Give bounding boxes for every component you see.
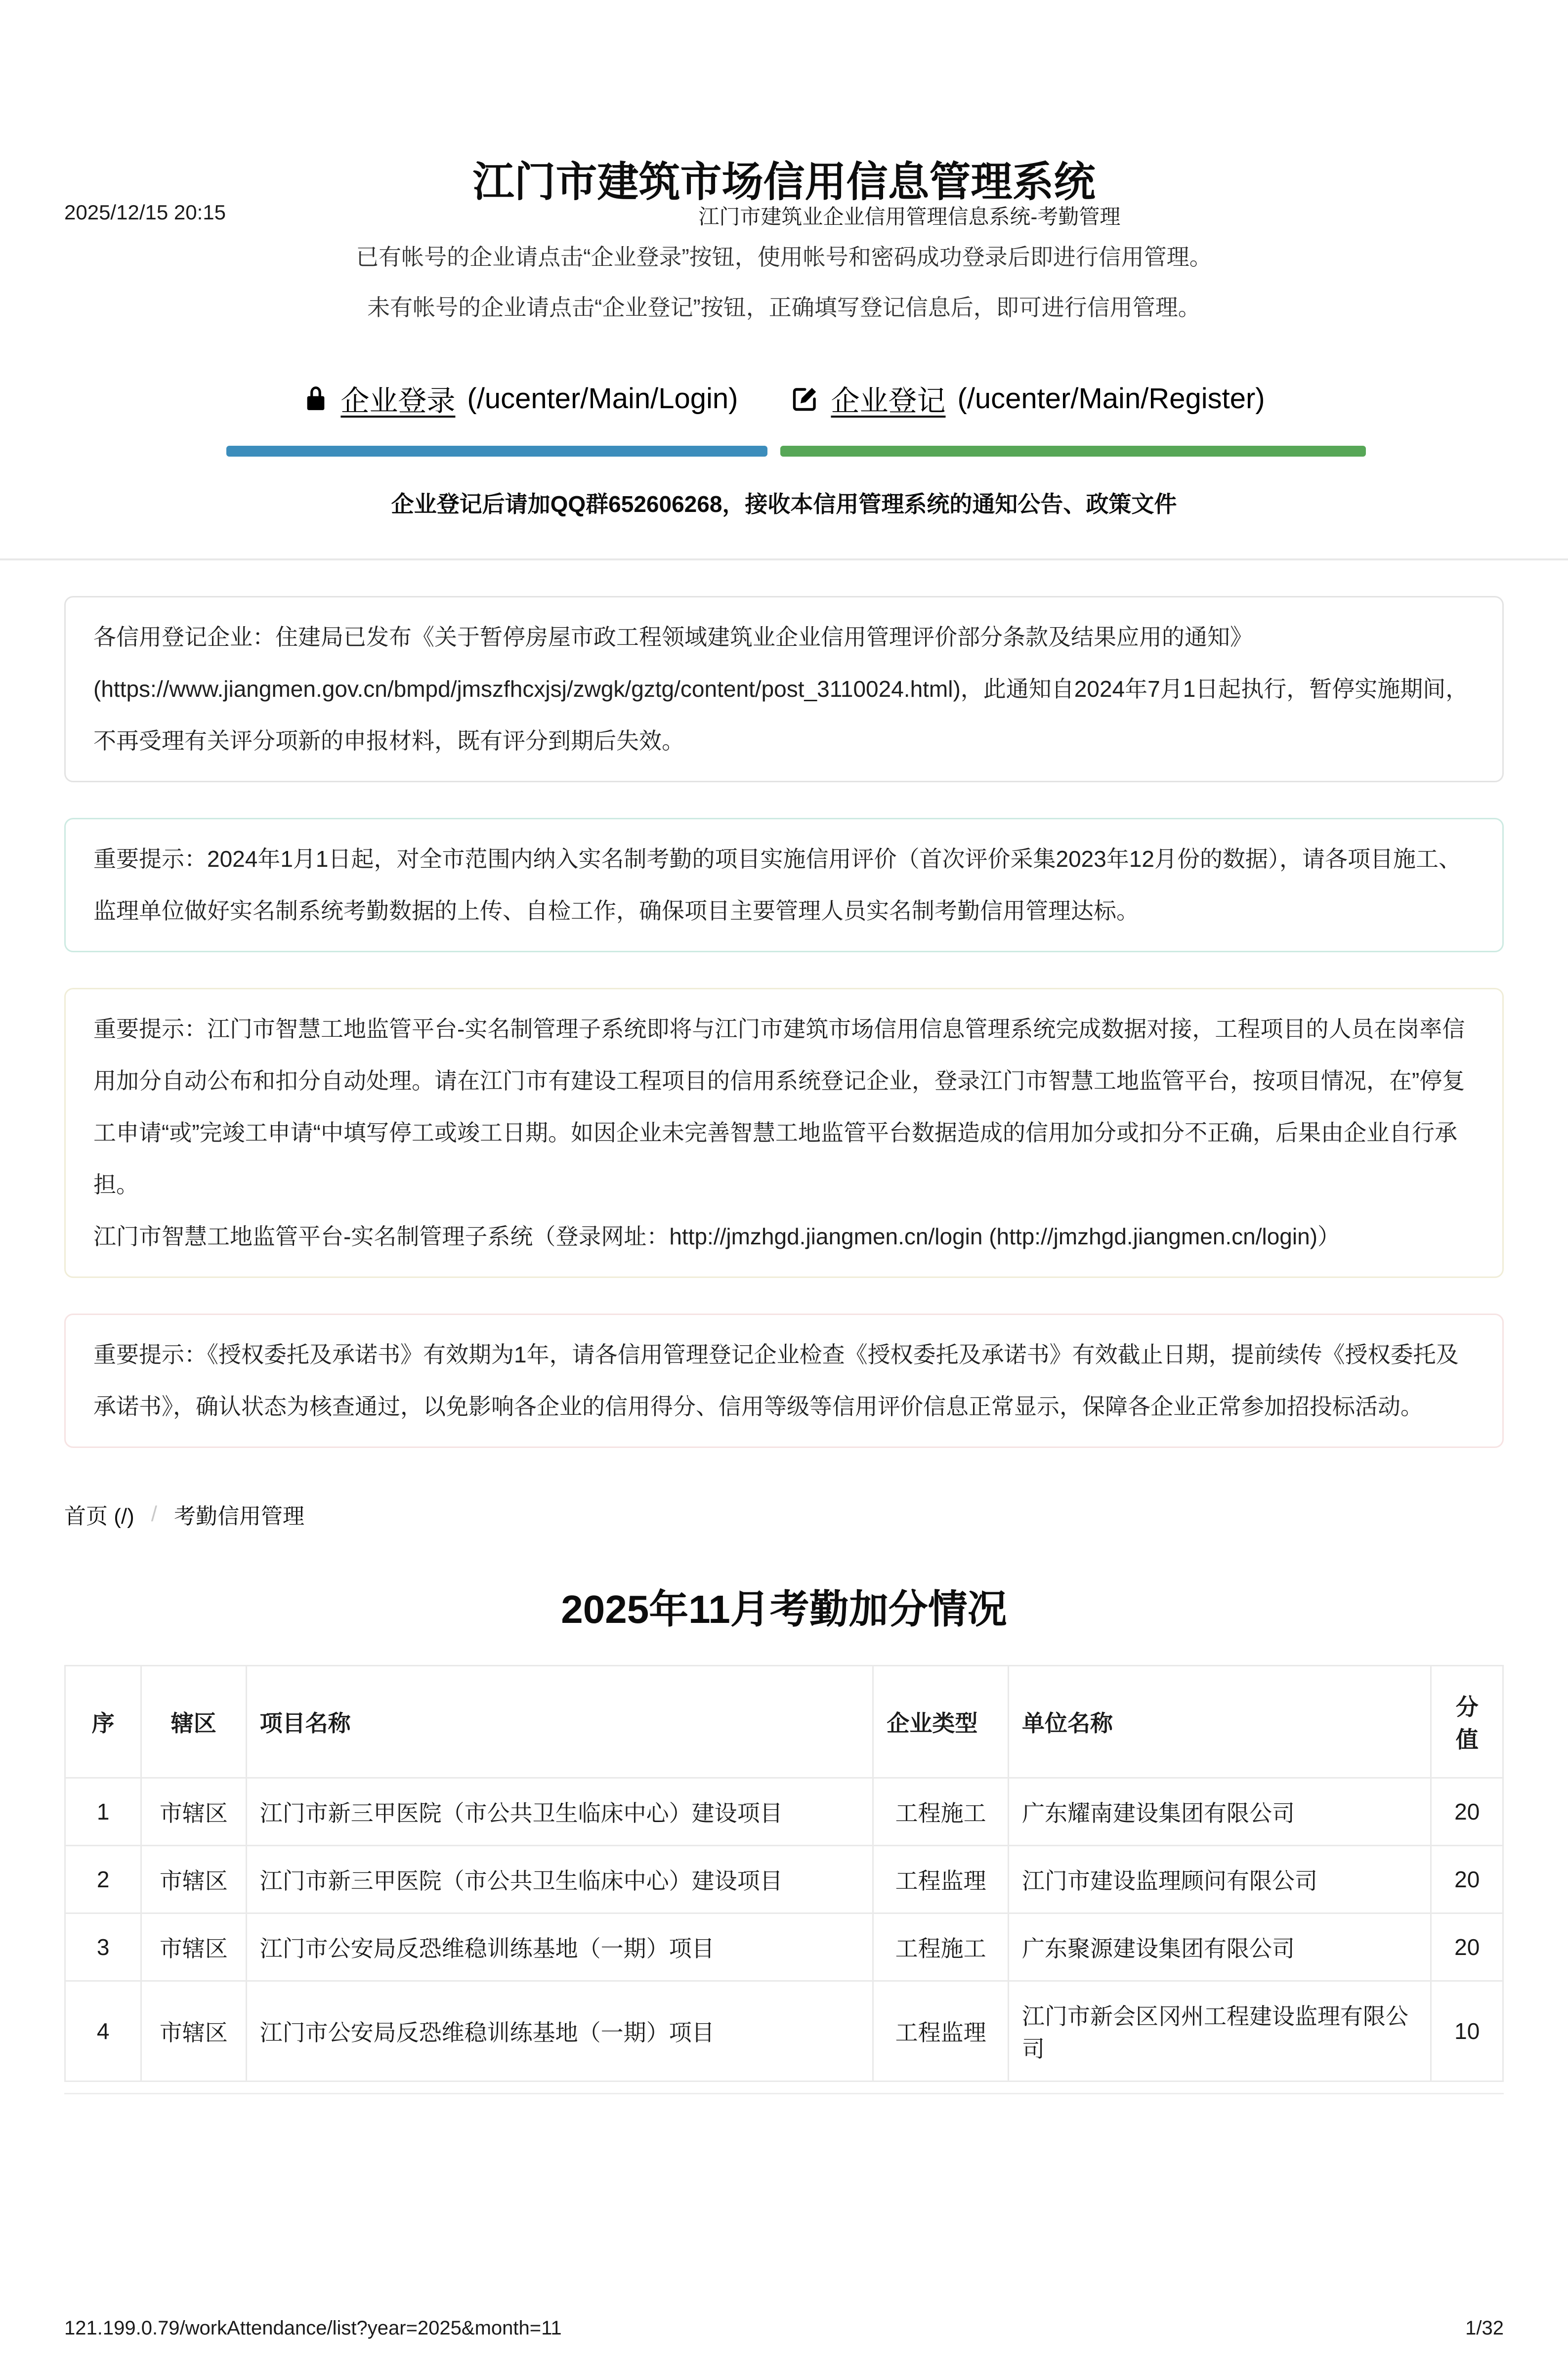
cell-company-type: 工程监理 (873, 1981, 1009, 2081)
cell-company-type: 工程监理 (873, 1846, 1009, 1913)
cell-company-type: 工程施工 (873, 1913, 1009, 1981)
print-page-title: 江门市建筑业企业信用管理信息系统-考勤管理 (698, 205, 1121, 228)
attendance-score-table (64, 1665, 1504, 2082)
intro-line-2: 未有帐号的企业请点击“企业登记”按钮，正确填写登记信息后，即可进行信用管理。 (367, 295, 1201, 321)
header-district: 辖区 (141, 1666, 246, 1778)
notice-text: 重要提示：2024年1月1日起，对全市范围内纳入实名制考勤的项目实施信用评价（首次评价采集2023年12月份的数据），请各项目施工、监理单位做好实名制系统考勤数据的上传、自检工作，确保项目主要管理人员实名制考勤信用管理达标。 (93, 846, 1461, 924)
cell-district: 市辖区 (141, 1778, 246, 1846)
table-row (65, 1913, 1503, 1981)
header-project-name: 项目名称 (246, 1666, 873, 1778)
cell-seq: 1 (65, 1778, 141, 1846)
register-link-label: 企业登记 (831, 385, 946, 418)
print-datetime: 2025/12/15 20:15 (64, 201, 226, 224)
cell-seq: 2 (65, 1846, 141, 1913)
cell-score: 20 (1431, 1778, 1503, 1846)
table-row (65, 1778, 1503, 1846)
divider (0, 558, 1568, 560)
login-link-label: 企业登录 (340, 385, 456, 418)
breadcrumb-separator: / (151, 1502, 157, 1527)
cell-project-name: 江门市公安局反恐维稳训练基地（一期）项目 (246, 1913, 873, 1981)
cell-district: 市辖区 (141, 1846, 246, 1913)
table-row (65, 1981, 1503, 2081)
cell-unit-name: 江门市新会区冈州工程建设监理有限公司 (1008, 1981, 1431, 2081)
notice-login-url: 江门市智慧工地监管平台-实名制管理子系统（登录网址：http://jmzhgd.jiangmen.cn/login (http://jmzhgd.jiangmen.cn/login)） (93, 1224, 1341, 1250)
register-link[interactable] (792, 378, 1265, 419)
lock-icon (303, 384, 329, 413)
cell-score: 10 (1431, 1981, 1503, 2081)
cell-score: 20 (1431, 1846, 1503, 1913)
register-tab-underline (780, 446, 1366, 457)
login-tab-underline (226, 446, 767, 457)
intro-text (64, 239, 1504, 322)
breadcrumb-current: 考勤信用管理 (174, 1504, 304, 1529)
login-link-url: (/ucenter/Main/Login) (467, 382, 738, 415)
edit-icon (792, 385, 819, 412)
cell-seq: 3 (65, 1913, 141, 1981)
notice-authorization-letter (64, 1314, 1504, 1448)
cell-unit-name: 广东耀南建设集团有限公司 (1008, 1778, 1431, 1846)
notice-attendance-evaluation (64, 818, 1504, 952)
cell-project-name: 江门市新三甲医院（市公共卫生临床中心）建设项目 (246, 1846, 873, 1913)
header-unit-name: 单位名称 (1008, 1666, 1431, 1778)
table-row (65, 1846, 1503, 1913)
notice-smart-site-platform (64, 988, 1504, 1278)
cell-company-type: 工程施工 (873, 1778, 1009, 1846)
table-bottom-divider (64, 2093, 1504, 2094)
cell-seq: 4 (65, 1981, 141, 2081)
qq-group-notice: 企业登记后请加QQ群652606268，接收本信用管理系统的通知公告、政策文件 (391, 491, 1177, 517)
print-footer-url: 121.199.0.79/workAttendance/list?year=2025&month=11 (64, 2317, 562, 2339)
breadcrumb-home-link[interactable]: 首页 (/) (64, 1504, 134, 1529)
header-score: 分值 (1431, 1666, 1503, 1778)
cell-project-name: 江门市公安局反恐维稳训练基地（一期）项目 (246, 1981, 873, 2081)
notice-text: 重要提示：江门市智慧工地监管平台-实名制管理子系统即将与江门市建筑市场信用信息管理系统完成数据对接，工程项目的人员在岗率信用加分自动公布和扣分自动处理。请在江门市有建设工程项目的信用系统登记企业，登录江门市智慧工地监管平台，按项目情况，在”停复工申请“或”完竣工申请“中填写停工或竣工日期。如因企业未完善智慧工地监管平台数据造成的信用加分或扣分不正确，后果由企业自行承担。 (93, 1016, 1465, 1198)
cell-unit-name: 广东聚源建设集团有限公司 (1008, 1913, 1431, 1981)
table-header-row (65, 1666, 1503, 1778)
notice-text: 重要提示：《授权委托及承诺书》有效期为1年，请各信用管理登记企业检查《授权委托及承诺书》有效截止日期，提前续传《授权委托及承诺书》，确认状态为核查通过，以免影响各企业的信用得分、信用等级等信用评价信息正常显示，保障各企业正常参加招投标活动。 (93, 1342, 1459, 1420)
print-footer-page-number: 1/32 (1465, 2317, 1504, 2339)
notice-suspension (64, 596, 1504, 782)
notice-text: 各信用登记企业：住建局已发布《关于暂停房屋市政工程领域建筑业企业信用管理评价部分条款及结果应用的通知》(https://www.jiangmen.gov.cn/bmpd/jmszfhcxjsj/zwgk/gztg/content/post_3110024.html)，此通知自2024年7月1日起执行，暂停实施期间，不再受理有关评分项新的申报材料，既有评分到期后失效。 (93, 624, 1469, 754)
page-content (0, 159, 1568, 2094)
table-title: 2025年11月考勤加分情况 (561, 1587, 1007, 1632)
intro-line-1: 已有帐号的企业请点击“企业登录”按钮，使用帐号和密码成功登录后即进行信用管理。 (356, 244, 1212, 270)
header-company-type: 企业类型 (873, 1666, 1009, 1778)
print-header (0, 201, 1568, 230)
header-seq: 序 (65, 1666, 141, 1778)
cell-district: 市辖区 (141, 1913, 246, 1981)
cell-district: 市辖区 (141, 1981, 246, 2081)
print-footer (64, 2317, 1504, 2339)
cell-project-name: 江门市新三甲医院（市公共卫生临床中心）建设项目 (246, 1778, 873, 1846)
cell-score: 20 (1431, 1913, 1503, 1981)
login-link[interactable] (303, 378, 738, 419)
tab-underline-bars (226, 446, 1504, 457)
register-link-url: (/ucenter/Main/Register) (957, 382, 1265, 415)
site-title: 江门市建筑市场信用信息管理系统 (472, 159, 1096, 205)
breadcrumb (64, 1498, 1504, 1530)
auth-links-row (64, 378, 1504, 419)
cell-unit-name: 江门市建设监理顾问有限公司 (1008, 1846, 1431, 1913)
